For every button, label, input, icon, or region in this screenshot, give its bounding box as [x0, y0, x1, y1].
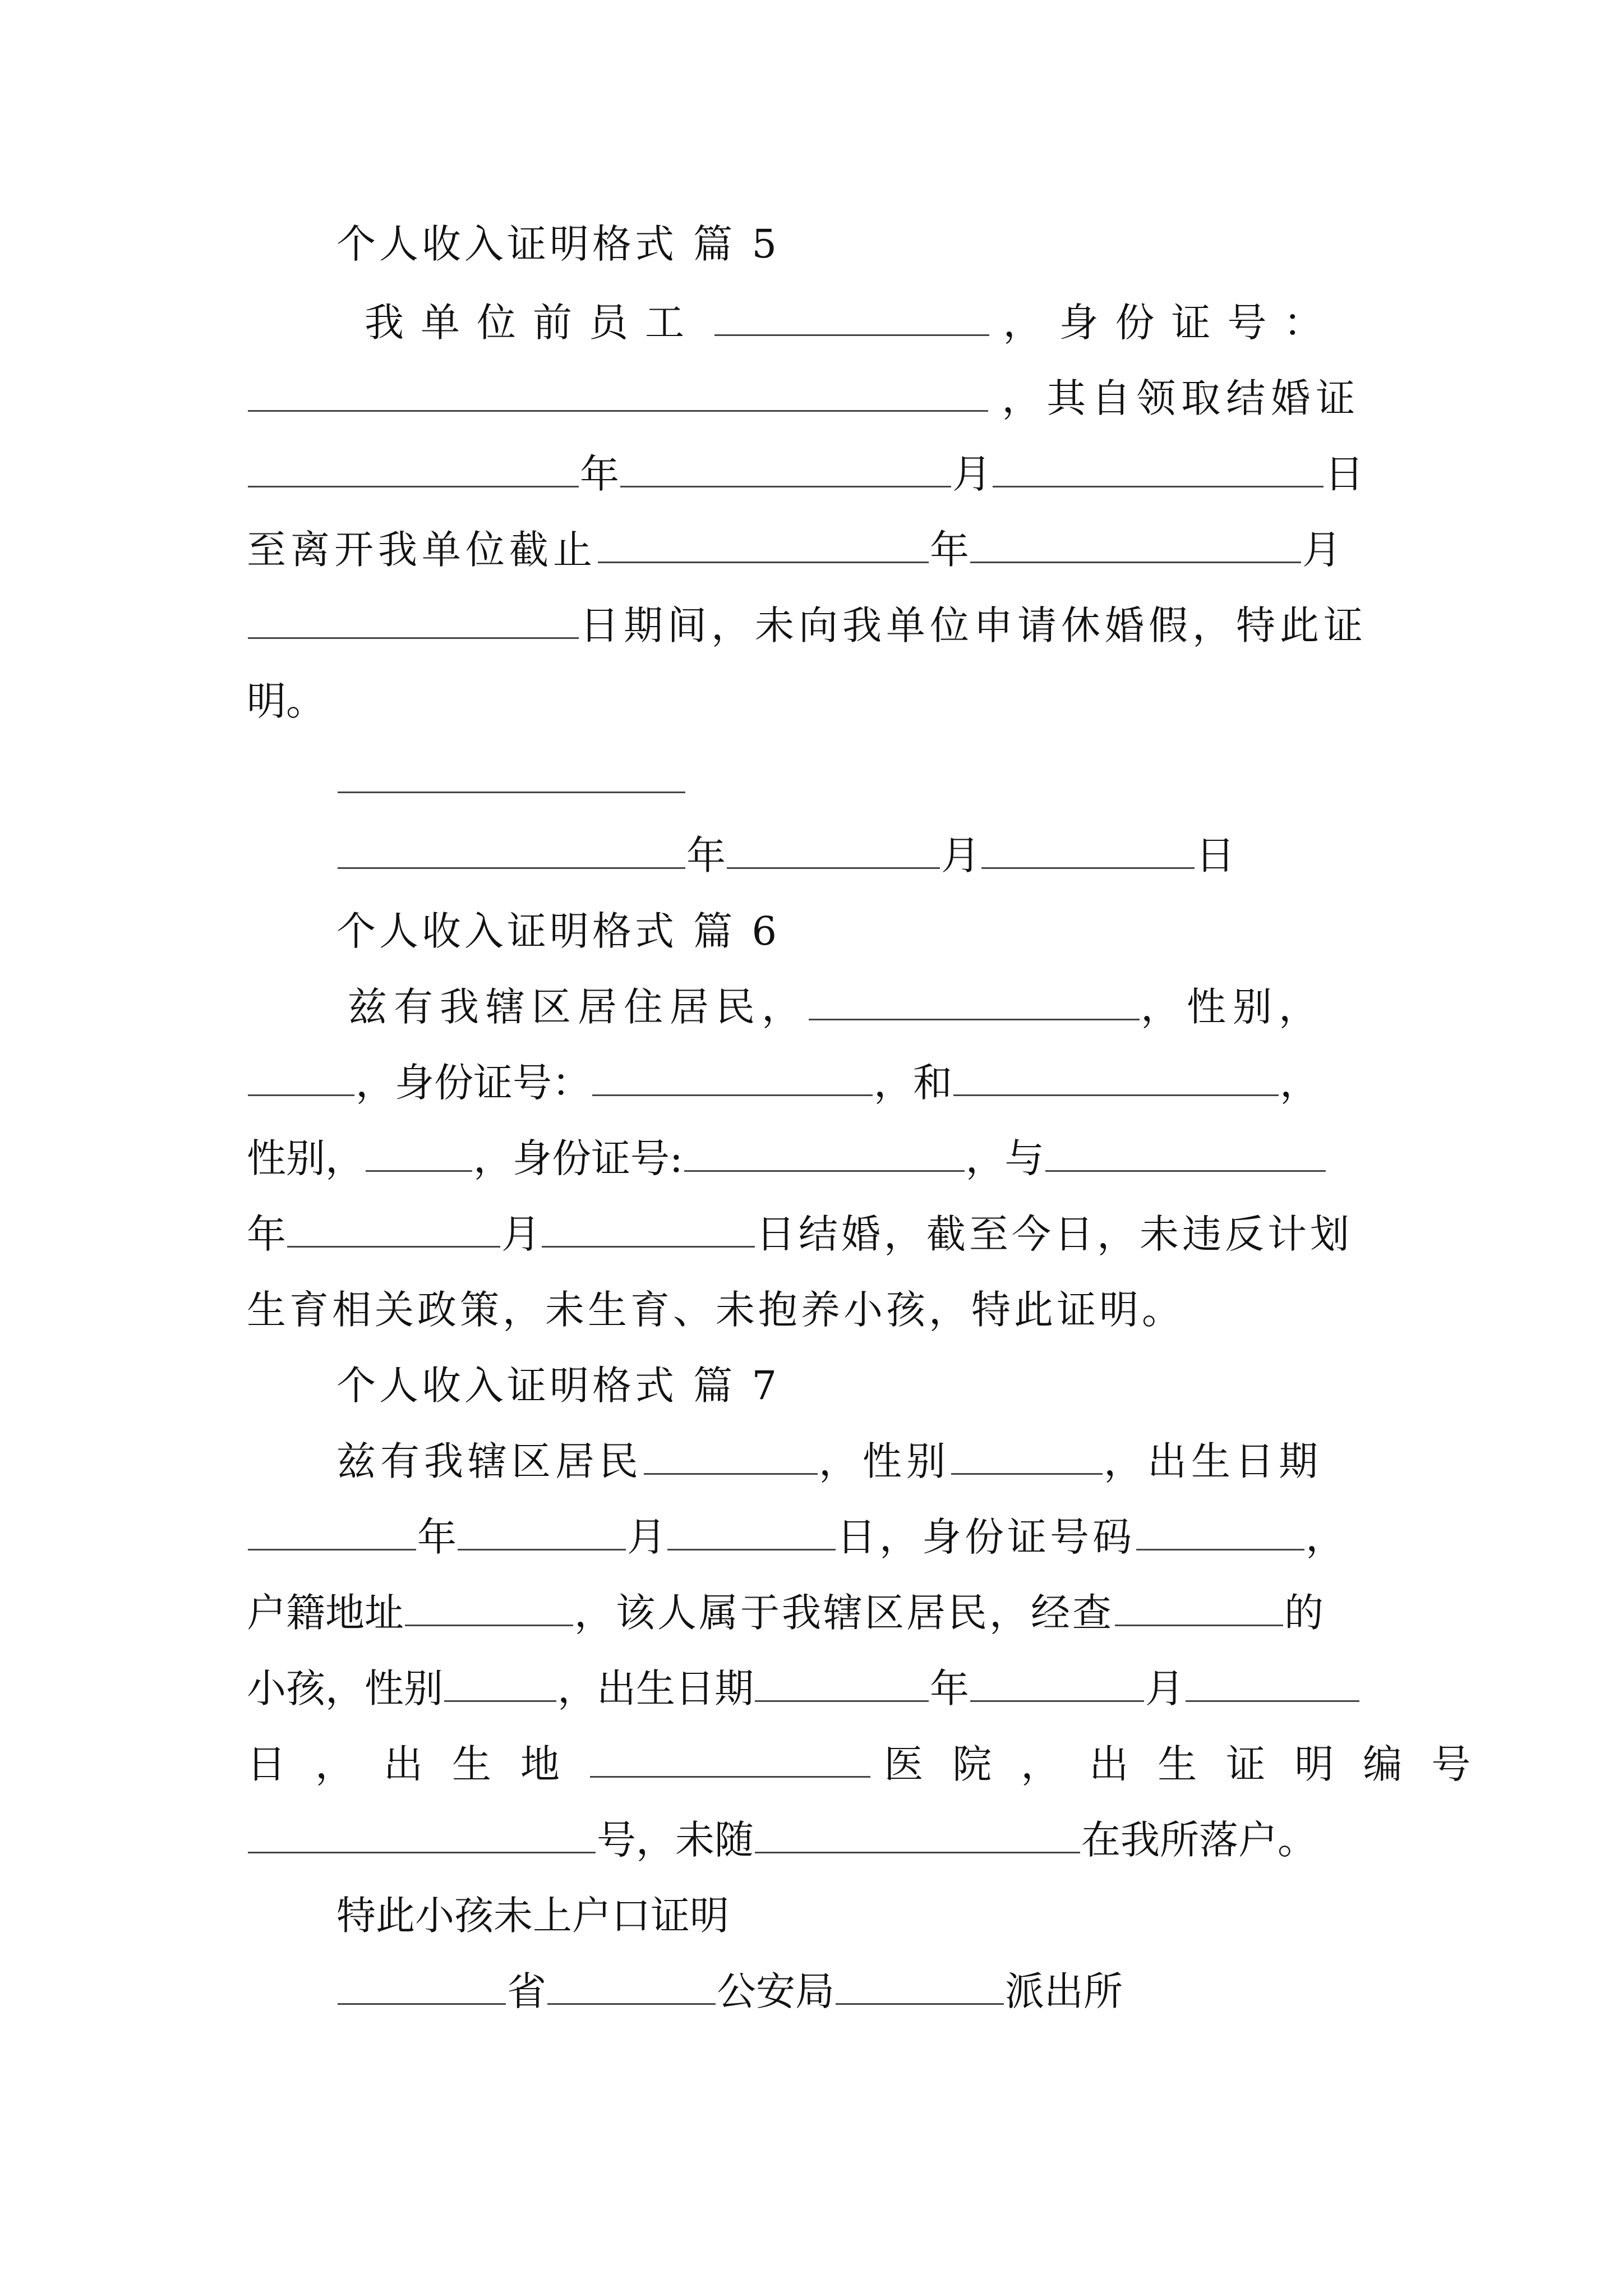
text-run: 年: [417, 1514, 457, 1560]
fill-blank-cert-no: [248, 1847, 596, 1853]
fill-blank-gender: [366, 1166, 472, 1172]
paragraph-line: [336, 1890, 729, 1941]
text-run: 性别，: [247, 1135, 365, 1181]
text-run: 月: [1302, 527, 1341, 573]
text-run: 月: [501, 1211, 541, 1257]
text-run: 号，未随: [597, 1817, 754, 1863]
fill-blank-name: [953, 1090, 1279, 1096]
fill-blank-gender: [444, 1696, 556, 1702]
text-run: 兹有我辖区居住居民，: [348, 984, 808, 1030]
paragraph-line: [336, 1436, 1322, 1487]
fill-blank-day: [542, 1241, 755, 1248]
paragraph-line: [247, 1133, 1327, 1184]
text-run: ，出生日期: [557, 1665, 754, 1711]
paragraph-line: [247, 1057, 1319, 1108]
fill-blank-id: [1136, 1544, 1304, 1550]
fill-blank-year: [1045, 1166, 1326, 1172]
paragraph-line: [336, 1966, 1123, 2017]
fill-blank-year: [248, 481, 579, 487]
fill-blank-year: [598, 557, 929, 563]
text-run: 日: [1196, 832, 1235, 878]
text-run: 年: [930, 527, 969, 573]
paragraph-line: [247, 1209, 1353, 1259]
fill-blank-month: [970, 557, 1301, 563]
text-run: 医院，出生证明编号: [884, 1741, 1500, 1787]
paragraph-line: [247, 524, 1341, 575]
text-run: 月: [941, 832, 980, 878]
fill-blank-id: [684, 1166, 965, 1172]
text-run: ，: [1280, 1060, 1319, 1106]
text-run: 年: [686, 832, 726, 878]
fill-blank-year: [755, 1696, 929, 1702]
text-run: 公安局: [717, 1968, 834, 2014]
fill-blank-month: [970, 1696, 1144, 1702]
fill-blank-month: [287, 1241, 500, 1248]
text-run: ，性别: [819, 1438, 950, 1484]
text-run: 日期间，未向我单位申请休婚假，特此证: [580, 602, 1367, 648]
text-run: 省: [507, 1968, 546, 2014]
text-run: 的: [1284, 1590, 1324, 1636]
fill-blank-gender: [951, 1469, 1103, 1475]
text-run: 年: [930, 1665, 969, 1711]
fill-blank-hospital: [590, 1772, 870, 1778]
date-line: [336, 830, 1235, 881]
fill-blank-bureau: [547, 1999, 716, 2005]
text-run: ，身份证号：: [356, 1060, 591, 1106]
fill-blank-month: [458, 1544, 626, 1550]
fill-blank-address: [405, 1620, 573, 1626]
paragraph-line: [348, 982, 1325, 1032]
paragraph-line: [247, 1739, 1500, 1789]
text-run: 兹有我辖区居民: [336, 1438, 643, 1484]
paragraph-line: [247, 600, 1367, 651]
fill-blank-name: [714, 330, 989, 336]
fill-blank-day: [667, 1544, 836, 1550]
text-run: 年: [580, 451, 619, 497]
text-run: 月: [952, 451, 992, 497]
fill-blank-name: [1115, 1620, 1283, 1626]
text-run: ，该人属于我辖区居民，经查: [574, 1590, 1114, 1636]
fill-blank-gender: [248, 1090, 354, 1096]
fill-blank-signature: [338, 787, 685, 793]
fill-blank-day: [1186, 1696, 1359, 1702]
text-run: 日，身份证号码: [837, 1514, 1135, 1560]
fill-blank-station: [836, 1999, 1004, 2005]
fill-blank-day: [981, 863, 1195, 869]
text-run: ，身份证号:: [473, 1135, 683, 1181]
fill-blank-year: [338, 863, 685, 869]
text-run: 生育相关政策，未生育、未抱养小孩，特此证明。: [247, 1287, 1184, 1333]
text-run: ，出生日期: [1104, 1438, 1322, 1484]
text-run: 年: [247, 1211, 286, 1257]
text-run: 至离开我单位截止: [247, 527, 597, 573]
text-run: 户籍地址: [247, 1590, 404, 1636]
section-title: 个人收入证明格式 篇 7: [336, 1363, 781, 1409]
text-run: 特此小孩未上户口证明: [336, 1893, 729, 1939]
text-run: 日，出生地: [247, 1741, 589, 1787]
paragraph-line: [247, 1815, 1317, 1865]
fill-blank-id: [592, 1090, 873, 1096]
text-run: 在我所落户。: [1081, 1817, 1317, 1863]
text-run: 日结婚，截至今日，未违反计划: [756, 1211, 1353, 1257]
fill-blank-province: [338, 1999, 506, 2005]
text-run: ，性别，: [1141, 984, 1325, 1030]
text-run: ，: [1306, 1514, 1345, 1560]
paragraph-line: [365, 297, 1340, 348]
paragraph-line: [247, 373, 1361, 424]
fill-blank-day: [993, 481, 1324, 487]
fill-blank-month: [727, 863, 940, 869]
paragraph-line: [247, 449, 1364, 499]
signature-line: [336, 754, 686, 805]
section-title: 个人收入证明格式 篇 5: [336, 221, 781, 267]
text-run: 明。: [247, 678, 325, 724]
fill-blank-name: [809, 1014, 1140, 1020]
fill-blank-id: [248, 406, 988, 412]
paragraph-line: [247, 1663, 1361, 1714]
text-run: ，其自领取结婚证: [1002, 375, 1361, 421]
fill-blank-year: [248, 1544, 416, 1550]
text-run: 派出所: [1005, 1968, 1123, 2014]
text-run: ，身份证号：: [1003, 300, 1340, 346]
text-run: 我单位前员工: [365, 300, 701, 346]
paragraph-line: [247, 1512, 1345, 1562]
fill-blank-guardian: [755, 1847, 1080, 1853]
text-run: ，与: [965, 1135, 1044, 1181]
fill-blank-day: [248, 633, 579, 639]
text-run: 小孩，性别: [247, 1665, 443, 1711]
fill-blank-month: [620, 481, 951, 487]
text-run: 日: [1325, 451, 1364, 497]
section-title: 个人收入证明格式 篇 6: [336, 908, 781, 954]
paragraph-line: [247, 1588, 1324, 1638]
paragraph-line: [247, 1285, 1184, 1335]
text-run: 月: [1145, 1665, 1184, 1711]
paragraph-line: [247, 676, 325, 726]
text-run: ，和: [874, 1060, 952, 1106]
text-run: 月: [627, 1514, 666, 1560]
fill-blank-name: [644, 1469, 818, 1475]
